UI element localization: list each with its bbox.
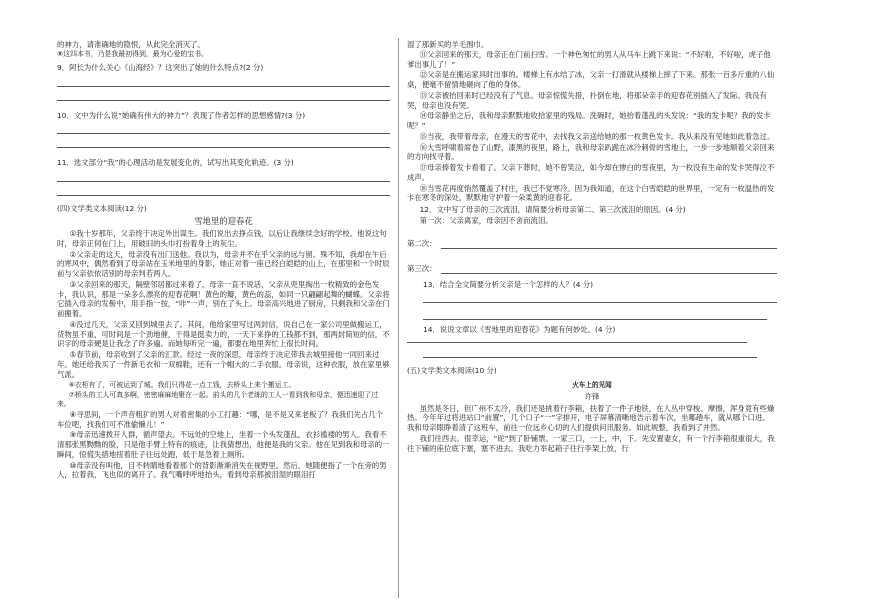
left-column [57, 40, 390, 481]
answer-line[interactable] [423, 303, 767, 320]
story-author: 许锋 [584, 391, 600, 401]
paragraph: ⑬父亲被抬回来时已经没有了气息。母亲惊慌失措，扑倒在地，将那朵亲手的迎春花别插入了发际。我没有哭，母亲也没有哭。 [407, 90, 767, 110]
answer-third-row[interactable] [407, 263, 777, 274]
paragraph: 我们往西去。很幸运，“砣”到了卧铺票。一家三口，一上，中，下。先安置妻女，有一个行李箱很重很大，我往下铺的座位底下塞，塞不进去。我吃力举起箱子往行李架上放，行 [407, 433, 775, 453]
paragraph: ⑰母亲捧着发卡看着了。父亲下葬时，她不曾笑泣，如今却在惨白的雪夜里，为一枚没有生命的发卡哭得泣不成声。 [407, 163, 775, 182]
answer-line[interactable] [423, 290, 777, 303]
paragraph: ⑥衣柜有了，可被运到了城。我们只得花一点工钱，去桥头上来个搬运工。 [68, 380, 296, 389]
answer-line[interactable] [423, 343, 757, 358]
paragraph: 湿了那新买的羊毛围巾。 [407, 40, 489, 49]
paragraph: ⑪父亲回来的那天，母亲正在门前扫雪。一个神色匆忙的男人从马车上跳下来说：“不好啦，不好啦，虎子他爹出事儿了！” [407, 49, 771, 69]
paragraph: ⑩母亲没有叫他，目不转睛地看着那个的背影渐渐消失在视野里。然后，她随便指了一个在旁的男人，拉着我，飞也似的离开了。我气嘴呼呼地抬头，看到母亲那被泪湿的眼泪打 [57, 460, 387, 480]
answer-second-row[interactable] [407, 238, 777, 249]
story-title: 雪地里的迎春花 [194, 215, 253, 226]
paragraph: 虽然是冬日，但广州不太冷，我们还是挑着行李箱，扶着了一件子地铁，在人丛中穿梭、摩擦，浑身竟有些燥热。今年年过将进站口“前置”，几个口子“一”字排开，电子屏幕清晰地告示着车次，坐哪趟车，就从哪个口进。我和母亲眼睁着清了这班车，前往一位远乡心切的人们提供问讯服务。如此规整，我看到了井然。 [407, 403, 775, 433]
answer-line[interactable] [441, 263, 777, 274]
paragraph: ⑫父亲是在搬运家具时出事的。楼梯上有水结了冰，父亲一打滑就从楼梯上摔了下来。那张一百多斤重的八仙桌，便毫不留情地砸向了他的身体。 [407, 70, 775, 90]
answer-line[interactable] [57, 120, 390, 134]
section-heading: (四)文学类文本阅读(12 分) [57, 204, 147, 214]
answer-line[interactable] [57, 134, 390, 148]
story-title: 火车上的见闻 [572, 381, 612, 390]
paragraph: ④没过几天，父亲又回到城里去了。其间，他给家里写过两封信，说自己在一家公司里做搬运工，货物虽不重，可时间是一个劲地催，干得是挺卖力的，一天下来挣的工钱都不到，那两封简短的信，不识字的母亲硬是让我念了许多遍。而她每听完一遍，都要在地里奔忙上很长时间。 [57, 319, 390, 349]
paragraph: ⑦桥头的工人可真多啊，密密麻麻地聚在一起。前头的几个老练的工人一看到我和母亲，便迅速迎了过来。 [57, 390, 379, 408]
answer-line[interactable] [57, 73, 390, 87]
text-line: ⑧这四本书，乃是我最初得到，最为心爱的宝书。 [57, 49, 208, 58]
answer-line[interactable] [57, 168, 390, 182]
question-11: 11．选文部分“我”的心理活动是发展变化的，试写出其变化轨迹。(3 分) [57, 158, 294, 168]
answer-line[interactable] [407, 334, 747, 343]
column-divider [398, 38, 399, 598]
right-column [407, 40, 777, 454]
answer-first: 第一次：父亲离家，母亲因不舍而流泪。 [419, 216, 553, 226]
paragraph: ②父亲走的这天，母亲没有出门送他。我以为，母亲并不在乎父亲的远与留。殊不知，我却在午后的寒风中，偶然看到了母亲站在玉米地里的身影，她正对着一座已经白皑皑的山上，在那里和一个时辰前与父亲依依话别的母亲判若两人。 [57, 249, 390, 279]
paragraph: ③父亲回来的那天，隔壁邻居都过来看了。母亲一直不说话，父亲从兜里掏出一枚精致的金色发卡，我认识，那是一朵多么漂亮的迎春花啊！黄色的瓣，黄色的蕊，如同一只翩翩起舞的蝴蝶。父亲将它插入母亲的发髻中，用手指一按，“咔”一声，别在了头上。母亲高兴地进了厨房，只剩我和父亲在门前搬着。 [57, 279, 390, 319]
question-12: 12．文中写了母亲的三次流泪，请简要分析母亲第二、第三次流泪的原因。(4 分) [419, 205, 686, 215]
paragraph: ⑯大雪呼啸着席卷了山野，漆黑的夜里，路上，我和母亲趴跪在冰冷刺骨的雪地上，一步一步地顺着父亲回来的方向找寻着。 [407, 142, 775, 162]
question-9: 9．阿长为什么关心《山海经》？这突出了她的什么特点?(2 分) [57, 62, 264, 72]
paragraph: ①我十岁那年，父亲终于决定外出谋生。我们说出去挣点钱，以后让我继续念好的学校。他说这句时，母亲正伺在门上，用破旧的头巾打扮着身上的灰尘。 [57, 229, 387, 248]
text-line: 的神力，请准确地的隐恨，从此完全消灭了。 [57, 40, 205, 49]
question-13: 13．结合全文简要分析父亲是一个怎样的人？(4 分) [423, 279, 594, 289]
paragraph: ⑭母亲静坐之后，我和母亲默默地收拾家里的残局。洗碗时，她抬着蓬乱的头发说：“我的发卡呢？我的发卡呢？” [407, 111, 771, 131]
paragraph: ⑮当夜，我带着母亲，在漫天的雪花中，去找我父亲送给她的那一枚黄色发卡。我从来没有见她如此着急过。 [419, 131, 775, 141]
answer-line[interactable] [57, 87, 390, 101]
question-14: 14．说说文章以《雪地里的迎春花》为题有何妙处。(4 分) [423, 324, 616, 334]
answer-line[interactable] [57, 182, 390, 196]
paragraph: ⑧寻思间，一个声音粗犷的男人对着密集的小工打趣：“哪，是不是又来老板了？我我们先占几个车位吧，找我们可不准偷懒儿！” [57, 409, 384, 429]
paragraph: ⑤春节前，母亲收到了父亲的汇款。经过一夜的深思，母亲终于决定带我去城里接他一同回来过年。她还给我买了一件新毛衣和一双棉鞋，还有一个帽大的二手衣服。母亲说，这种衣服，放在家里够气派。 [57, 350, 390, 379]
answer-second-label: 第二次： [407, 239, 437, 249]
section-heading: (五)文学类文本阅读(10 分) [407, 366, 497, 376]
answer-line[interactable] [441, 238, 777, 249]
answer-third-label: 第三次： [407, 264, 437, 274]
question-10: 10．文中为什么说“她确有伟大的神力”？表现了作者怎样的思想感情?(3 分) [57, 110, 306, 120]
paragraph: ⑱当雪花再度悄然覆盖了村庄，我已不觉寒冷。因为我知道，在这个白雪皑皑的世界里，一定有一枚温热的发卡在寒冬的深处，默默地守护着一朵柔黄的迎春花。 [407, 183, 775, 203]
paragraph: ⑨母亲迅速拨开人群，循声望去。不远处的空地上，坐着一个头发蓬乱，衣衫褴褛的男人。我看不清那张黑黝黝的脸，只是他手臂上特有的痕迹，让我猜想出，他便是我的父亲。他在见到我和母亲的一瞬间，惊慌失措地扭着肚子往远处跑，低于是急着上厕所。 [57, 430, 390, 459]
